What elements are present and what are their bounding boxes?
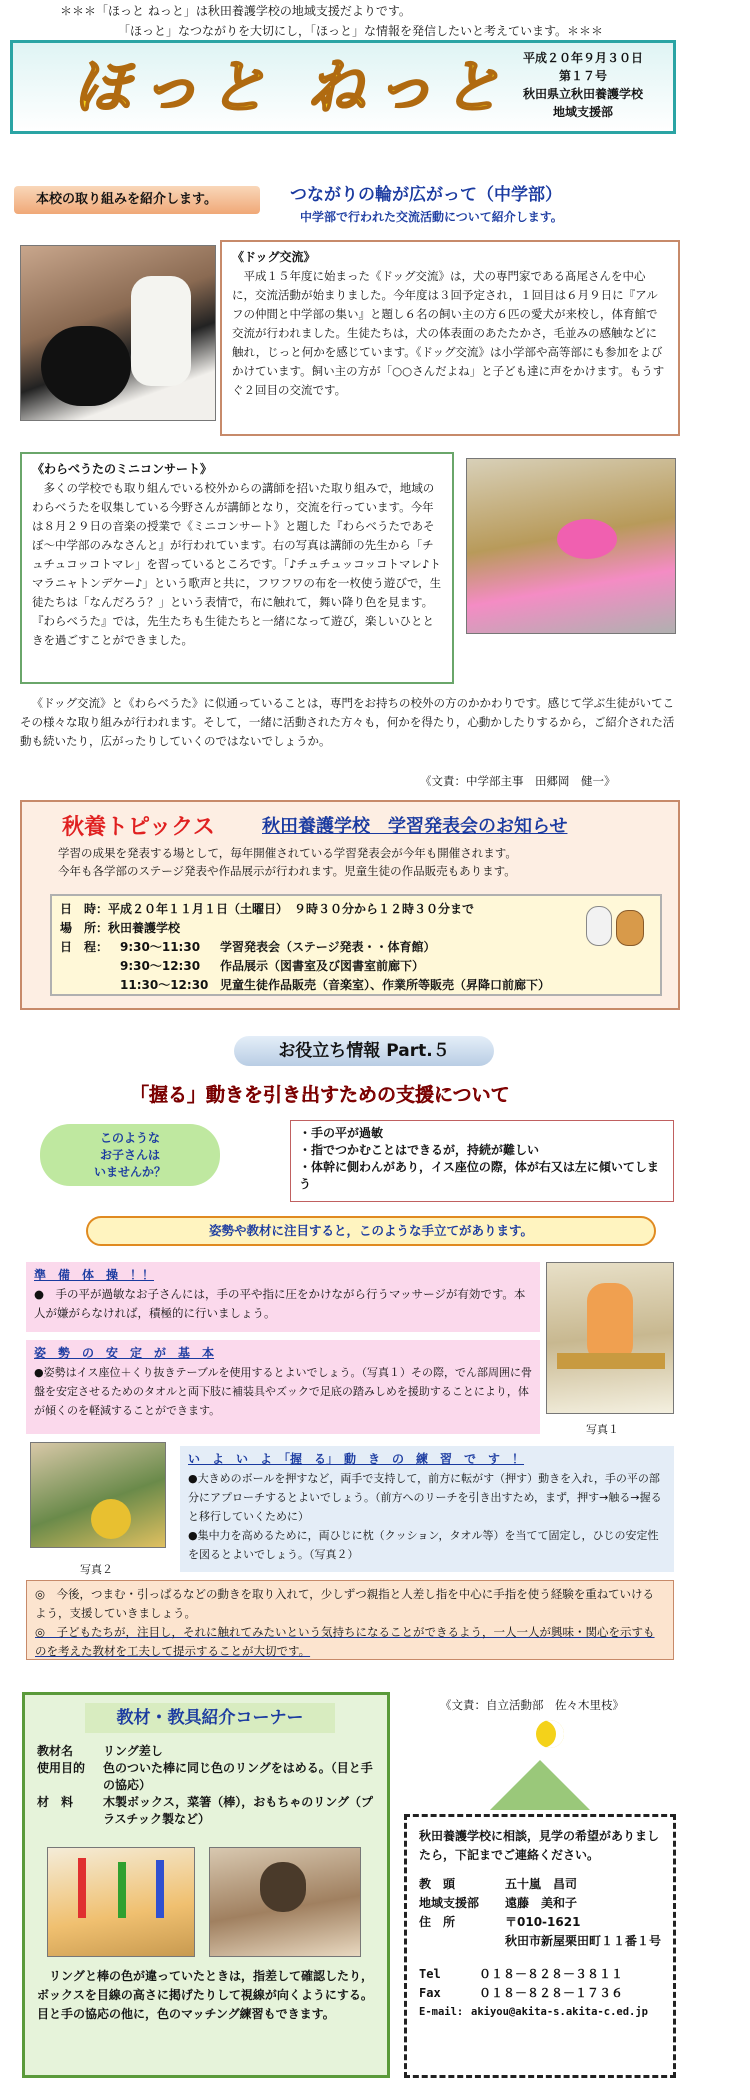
topics-title: 秋田養護学校 学習発表会のお知らせ [262,816,568,837]
ball-shape [91,1499,131,1539]
warabe-box [20,452,454,684]
section1-credit: 《文責：中学部主事 田郷岡 健一》 [420,774,616,788]
practice-item: ●集中力を高めるために，両ひじに枕（クッション，タオル等）を当てて固定し，ひじの安定性を図るとよいでしょう。（写真２） [188,1529,659,1561]
child-shape [587,1283,633,1363]
dog-heading: 《ドッグ交流》 [232,250,316,264]
masthead [10,40,676,134]
advice-item: ◎ 今後，つまむ・引っぱるなどの動きを取り入れて，少しずつ親指と人差し指を中心に手指を使う経験を重ねていけるよう，支援していきましょう。 [35,1587,655,1620]
spec-row [37,1794,377,1828]
schedule-time: 9:30～12:30 [120,959,201,973]
ball-photo [30,1442,166,1548]
contact-value: 遠藤 美和子 [505,1896,578,1910]
materials-box [22,1692,390,2078]
topics-label: 秋養トピックス [62,815,215,840]
contact-box [404,1814,676,2078]
contact-row [419,1932,661,1951]
ring-play-photo [209,1847,361,1957]
topics-box [20,800,680,1010]
tel-row [419,1965,661,1984]
bear-shape [616,910,644,946]
materials-spec [37,1743,377,1828]
spec-value: 色のついた棒に同じ色のリングをはめる。（目と手の協応） [103,1761,373,1792]
contact-row [419,1894,661,1913]
spec-label: 使用目的 [37,1761,86,1775]
moon-mountain-illustration [480,1720,600,1816]
materials-heading: 教材・教具紹介コーナー [85,1703,335,1733]
dog-text: 平成１５年度に始まった《ドッグ交流》は，犬の専門家である髙尾さんを中心に，交流活動が始まりました。今年度は３回予定され，１回目は６月９日に『アルフの仲間と中学部の集い』と題し６名の飼い主の方６匹の愛犬が来校し，体育館で交流が行われました。生徒たちは，犬の体表面のあたたかさ，毛並みの感触などに触れ，じっと何かを感じています。《ドッグ交流》は小学部や高等部にも参加をよびかけています。飼い主の方が「○○さんだよね」と子ども達に声をかけます。もうすぐ２回目の交流です。 [232,269,665,397]
info-part-banner: お役立ち情報 Part.５ [234,1036,494,1066]
issue-date: 平成２０年９月３０日 [522,51,643,65]
tel-number: ０１８－８２８－３８１１ [479,1967,624,1981]
photo2-caption: 写真２ [80,1563,113,1576]
schedule-label: 日 程： [60,940,109,954]
contact-row [419,1875,661,1894]
stick-shape [118,1862,126,1918]
schedule-box [50,894,662,996]
posture-photo [546,1262,674,1414]
practice-box [180,1446,674,1572]
fax-row [419,1984,661,2003]
mountain-shape [490,1760,590,1810]
symptom-item: ・体幹に側わんがあり，イス座位の際，体が右又は左に傾いてしまう [299,1160,659,1191]
info-credit: 《文責：自立活動部 佐々木里枝》 [440,1698,624,1712]
masthead-title: ほっと ねっと [73,53,512,121]
dog-photo [20,245,216,421]
dog-shape [41,326,131,406]
section-badge: 本校の取り組みを紹介します。 [14,186,260,214]
concert-photo [466,458,676,634]
contact-key: 地域支援部 [419,1896,480,1910]
symptom-item: ・手の平が過敏 [299,1126,384,1140]
masthead-info [503,49,663,121]
spec-label: 教材名 [37,1744,74,1758]
fax-number: ０１８－８２８－１７３６ [479,1986,624,2000]
intro-line-1: ＊＊＊「ほっと ねっと」は秋田養護学校の地域支援だよりです。 [60,4,411,18]
schedule-desc: 作品展示（図書室及び図書室前廊下） [220,959,425,973]
prep-text: ● 手の平が過敏なお子さんには，手の平や指に圧をかけながら行うマッサージが有効です。本人が嫌がらなければ，積極的に行いましょう。 [34,1287,526,1320]
schedule-time: 11:30～12:30 [120,978,209,992]
warabe-heading: 《わらべうたのミニコンサート》 [32,462,213,476]
topics-intro-1: 学習の成果を発表する場として，毎年開催されている学習発表会が今年も開催されます。 [58,846,517,860]
schedule-desc: 児童生徒作品販売（音楽室）、作業所等販売（昇降口前廊下） [220,978,551,992]
section-subtitle: 中学部で行われた交流活動について紹介します。 [300,210,563,224]
department-name: 地域支援部 [552,105,613,119]
child-shape [131,276,191,386]
ring-box-photo [47,1847,195,1957]
mascot-illustration [582,900,652,952]
photo1-caption: 写真１ [586,1423,619,1436]
cloth-shape [557,519,617,559]
schedule-row [60,976,652,995]
focus-banner: 姿勢や教材に注目すると，このような手立てがあります。 [86,1216,656,1246]
tel-label: Tel [419,1967,441,1981]
table-shape [557,1353,665,1369]
closing-text: 《ドッグ交流》と《わらべうた》に似通っていることは，専門をお持ちの校外の方のかかわりです。感じて学ぶ生徒がいてこその様々な取り組みが行われます。そして，一緒に活動された方々も，何かを得たり，心動かしたりするから，ご紹介された活動も続いたり，広がったりしていくのではないでしょうか。 [20,696,675,748]
topics-intro-2: 今年も各学部のステージ発表や作品展示が行われます。児童生徒の作品販売もあります。 [58,864,516,878]
practice-item: ●大きめのボールを押すなど，両手で支持して，前方に転がす（押す）動きを入れ，手の平の部分にアプローチするとよいでしょう。（前方へのリーチを引き出すため，まず，押す→触る→握ると移行していくために） [188,1472,662,1523]
stick-shape [78,1858,86,1918]
rabbit-shape [586,906,612,946]
advice-box [26,1580,674,1660]
warabe-text: 多くの学校でも取り組んでいる校外からの講師を招いた取り組みで，地域のわらべうたを収集している今野さんが講師となり，交流を行っています。今年は８月２９日の音楽の授業で《ミニコンサート》と題した『わらべうたであそぼ～中学部のみなさんと』が行われています。右の写真は講師の先生から「チュチュコッコトマレ」を習っているところです。「♪チュチュッコッコトマレ♪トマラニャトンデケー♪」という歌声と共に，フワフワの布を一枚使う遊びで，生徒たちは「なんだろう？」という表情で，布に触れて，舞い降り色を見ます。『わらべうた』では，先生たちも生徒たちと一緒になって遊び，楽しいひとときを過ごすことができました。 [32,481,442,647]
fax-label: Fax [419,1986,441,2000]
contact-value: 〒010-1621 [505,1915,581,1929]
schedule-time: 9:30～11:30 [120,940,201,954]
materials-text: リングと棒の色が違っていたときは，指差して確認したり，ボックスを目線の高さに掲げたりして視線が向くようにする。目と手の協応の他に，色のマッチング練習もできます。 [37,1969,374,2021]
question-bubble: このような お子さんは いませんか？ [40,1124,220,1186]
schedule-label [60,976,120,995]
email-row [419,2003,661,2022]
issue-number: 第１７号 [558,69,607,83]
contact-value: 秋田市新屋栗田町１１番１号 [505,1934,662,1948]
spec-value: リング差し [103,1744,163,1758]
spec-label: 材 料 [37,1795,74,1809]
stick-shape [156,1860,164,1918]
practice-heading: い よ い よ 「握 る」 動 き の 練 習 で す ！ [188,1452,525,1466]
date-line: 日 時：平成２０年１１月１日（土曜日） ９時３０分から１２時３０分まで [60,902,475,916]
contact-rows [419,1875,661,1951]
intro-line-2: 「ほっと」なつながりを大切にし，「ほっと」な情報を発信したいと考えています。＊＊＊ [118,24,604,38]
dog-box [220,240,680,436]
contact-intro: 秋田養護学校に相談，見学の希望がありましたら，下記までご連絡ください。 [419,1829,660,1862]
posture-box [26,1340,540,1434]
posture-heading: 姿 勢 の 安 定 が 基 本 [34,1346,215,1360]
schedule-desc: 学習発表会（ステージ発表・・体育館） [220,940,436,954]
contact-key [419,1932,505,1951]
advice-item: ◎ 子どもたちが，注目し，それに触れてみたいという気持ちになることができるよう，一人一人が興味・関心を示すものを考えた教材を工夫して提示することが大切です。 [35,1625,655,1658]
section-title: つながりの輪が広がって（中学部） [290,185,562,205]
contact-key: 教 頭 [419,1877,456,1891]
spec-value: 木製ボックス，菜箸（棒），おもちゃのリング（プラスチック製など） [103,1795,374,1826]
spec-row [37,1743,377,1760]
child-shape [260,1862,306,1912]
contact-key: 住 所 [419,1915,456,1929]
email-address[interactable]: akiyou@akita-s.akita-c.ed.jp [471,2006,649,2018]
schedule-row [60,938,652,957]
contact-phone [419,1965,661,2022]
place-line: 場 所：秋田養護学校 [60,921,181,935]
prep-box [26,1262,540,1332]
contact-row [419,1913,661,1932]
prep-heading: 準 備 体 操 ！！ [34,1268,155,1282]
schedule-row [60,957,652,976]
moon-shape [536,1720,564,1748]
symptom-item: ・指でつかむことはできるが，持続が難しい [299,1143,540,1157]
spec-row [37,1760,377,1794]
contact-value: 五十嵐 昌司 [505,1877,578,1891]
posture-text: ●姿勢はイス座位＋くり抜きテーブルを使用するとよいでしょう。（写真１）その際，でん部周囲に骨盤を安定させるためのタオルと両下肢に補装具やズックで足底の踏みしめを援助することにより，体が傾くのを軽減することができます。 [34,1366,532,1417]
school-name: 秋田県立秋田養護学校 [522,87,643,101]
info-title: 「握る」動きを引き出すための支援について [130,1084,510,1106]
email-label: E-mail: [419,2006,464,2018]
symptom-box [290,1120,674,1202]
schedule-label [60,957,120,976]
